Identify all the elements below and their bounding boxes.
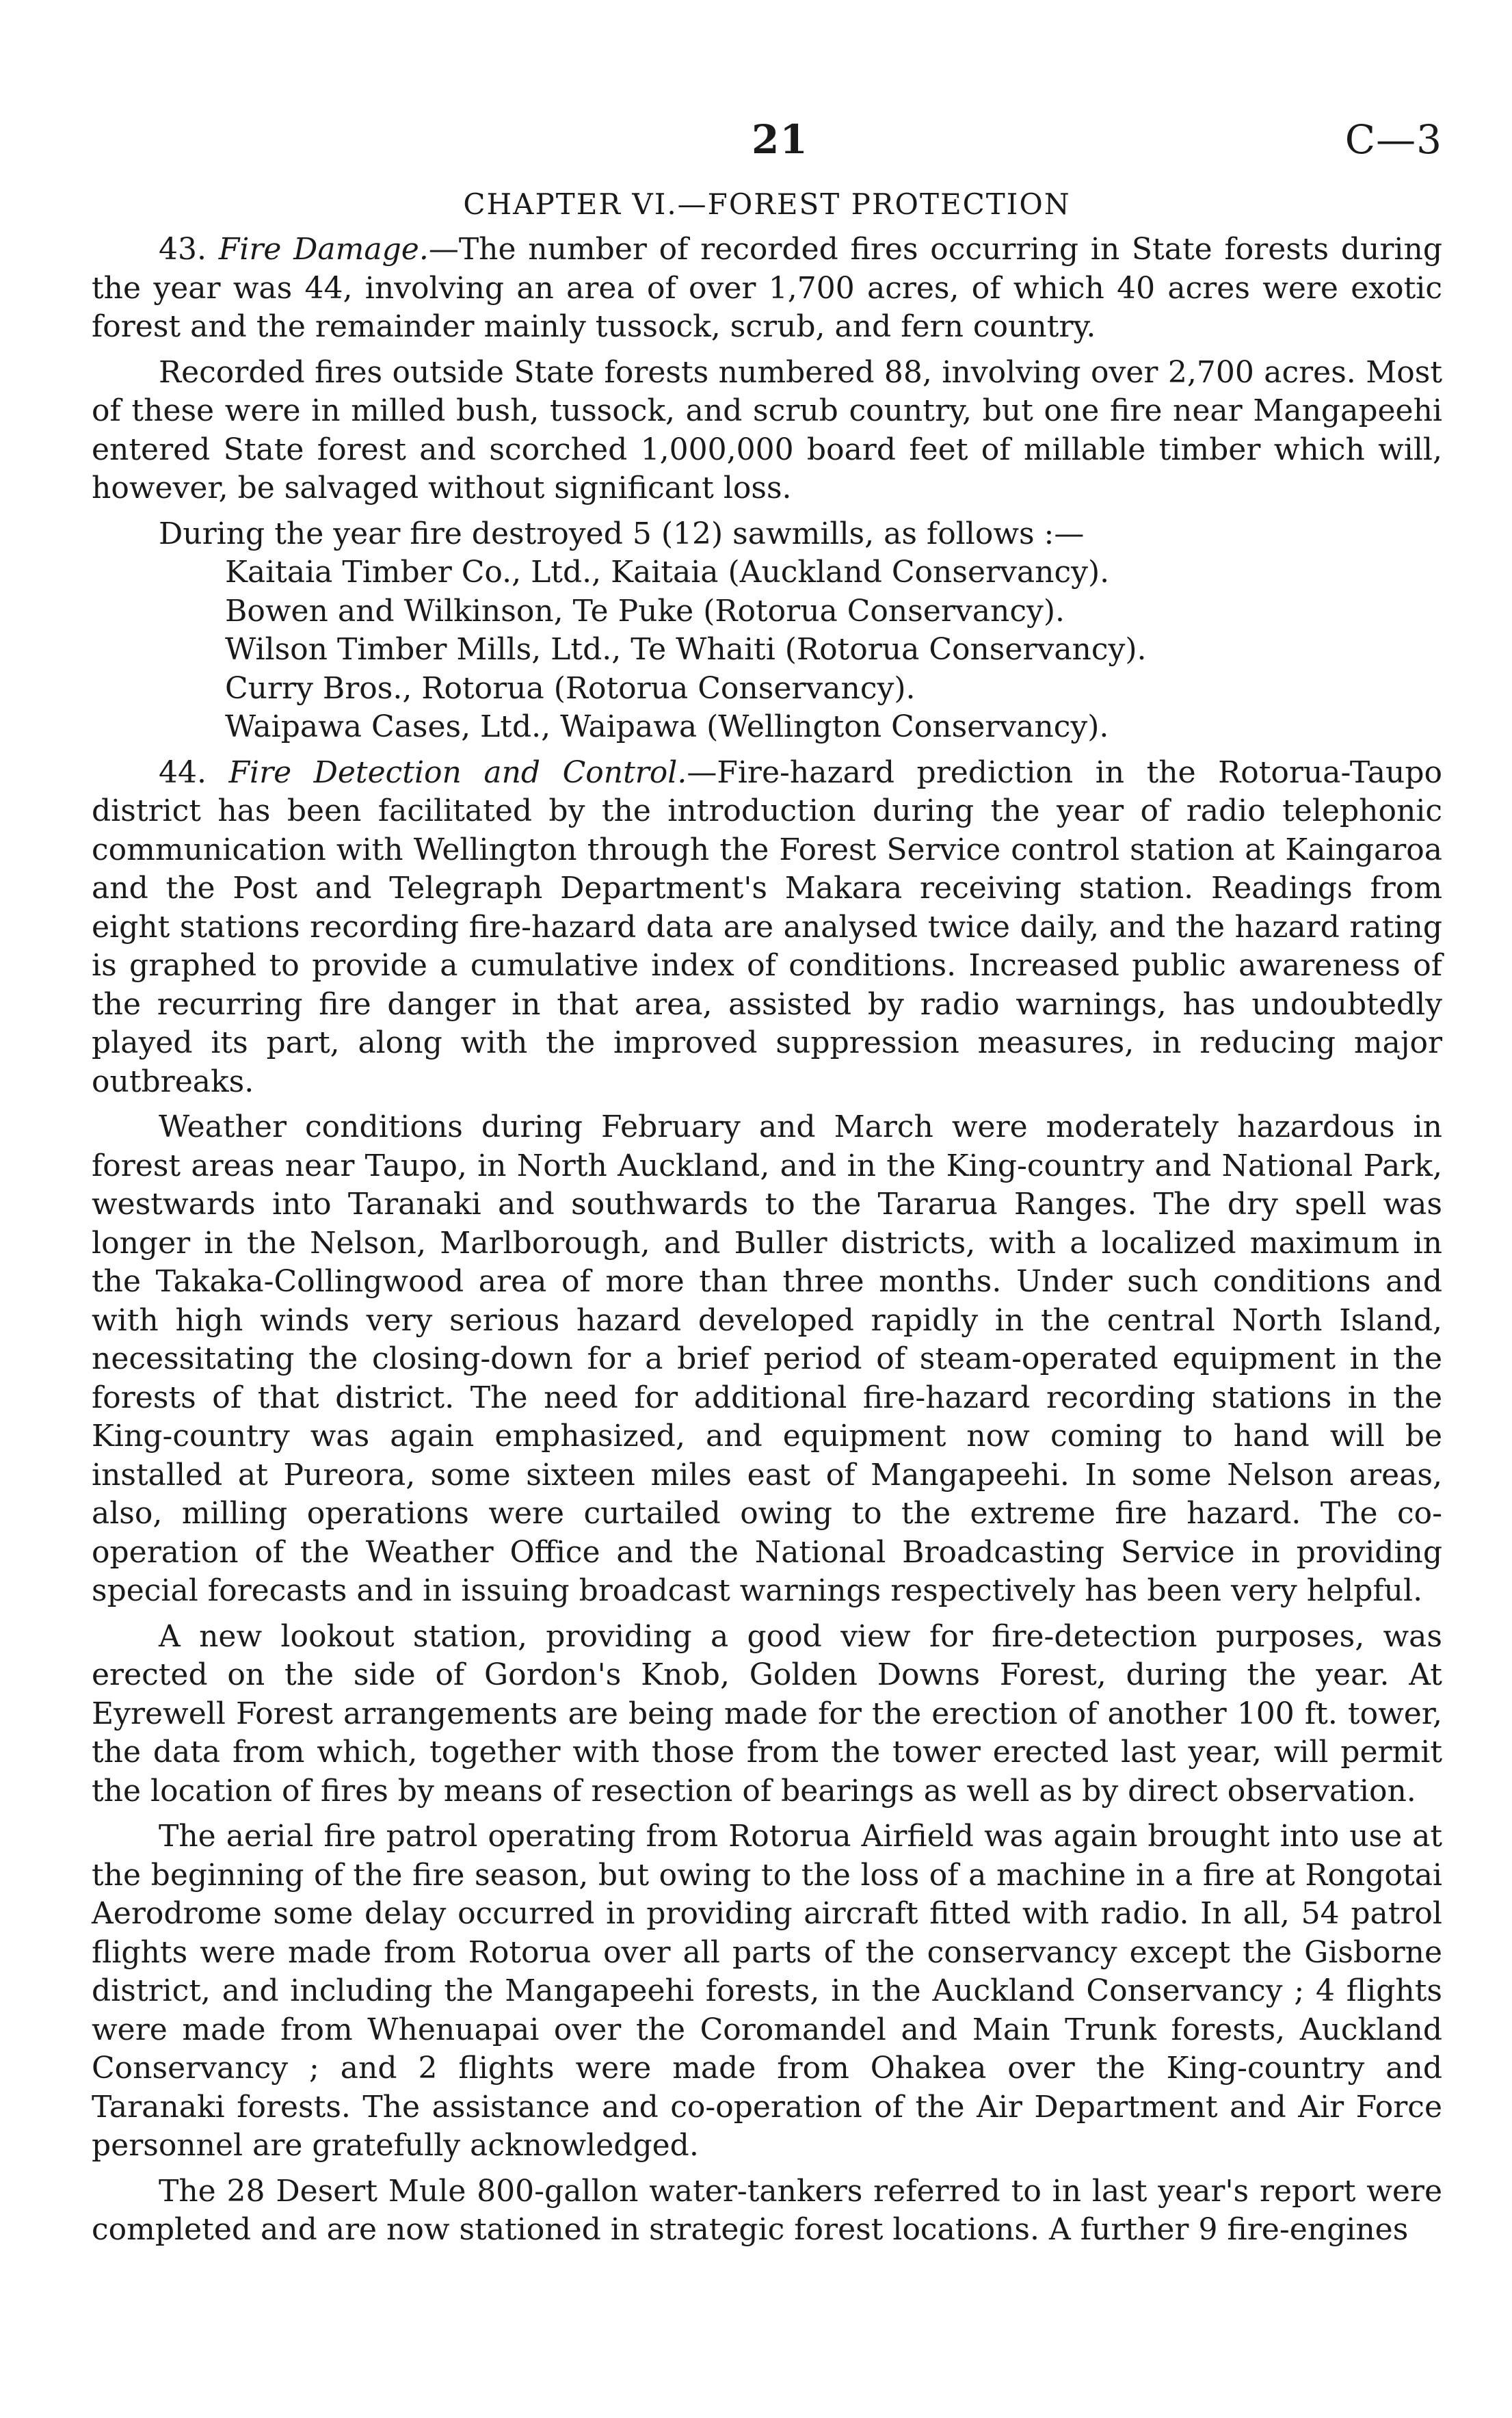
list-item: Kaitaia Timber Co., Ltd., Kaitaia (Auckland Conservancy). [225,555,1110,590]
paragraph-43-fire-damage [92,231,1442,347]
sawmills-intro: During the year fire destroyed 5 (12) sawmills, as follows :— [159,516,1085,551]
paragraph-number: 44. [159,754,207,790]
list-item: Wilson Timber Mills, Ltd., Te Whaiti (Rotorua Conservancy). [225,632,1147,667]
sawmills-list [92,553,1442,747]
paragraph-text: —Fire-hazard prediction in the Rotorua-Taupo district has been facilitated by the introduction during the year of radio telephonic communication with Wellington through the Forest Service control station at Kaingaroa and the Post and Telegraph Department's Makara receiving station. Readings from eight stations recording fire-hazard data are analysed twice daily, and the hazard rating is graphed to provide a cumulative index of conditions. Increased public awareness of the recurring fire danger in that area, assisted by radio warnings, has undoubtedly played its part, along with the improved suppression measures, in reducing major outbreaks. [92,754,1442,1099]
chapter-title: CHAPTER VI.—FOREST PROTECTION [463,187,1071,221]
paragraph-water-tankers: The 28 Desert Mule 800-gallon water-tankers referred to in last year's report were completed and are now stationed in strategic forest locations. A further 9 fire-engines [92,2173,1442,2247]
paragraph-aerial-patrol: The aerial fire patrol operating from Rotorua Airfield was again brought into use at the beginning of the fire season, but owing to the loss of a machine in a fire at Rongotai Aerodrome some delay occurred in providing aircraft fitted with radio. In all, 54 patrol flights were made from Rotorua over all parts of the conservancy except the Gisborne district, and including the Mangapeehi forests, in the Auckland Conservancy ; 4 flights were made from Whenuapai over the Coromandel and Main Trunk forests, Auckland Conservancy ; and 2 flights were made from Ohakea over the King-country and Taranaki forests. The assistance and co-operation of the Air Department and Air Force personnel are gratefully acknowledged. [92,1819,1442,2163]
list-item: Curry Bros., Rotorua (Rotorua Conservancy). [225,670,916,706]
paragraph-heading: Fire Detection and Control. [228,754,687,790]
paragraph-number: 43. [159,232,207,267]
document-page [92,109,1442,2257]
paragraph-fires-outside: Recorded fires outside State forests numbered 88, involving over 2,700 acres. Most of these were in milled bush, tussock, and scrub country, but one fire near Mangapeehi entered State forest and scorched 1,000,000 board feet of millable timber which will, however, be salvaged without significant loss. [92,354,1442,505]
paragraph-weather-conditions: Weather conditions during February and March were moderately hazardous in forest areas near Taupo, in North Auckland, and in the King-country and National Park, westwards into Taranaki and southwards to the Tararua Ranges. The dry spell was longer in the Nelson, Marlborough, and Buller districts, with a localized maximum in the Takaka-Collingwood area of more than three months. Under such conditions and with high winds very serious hazard developed rapidly in the central North Island, necessitating the closing-down for a brief period of steam-operated equipment in the forests of that district. The need for additional fire-hazard recording stations in the King-country was again emphasized, and equipment now coming to hand will be installed at Pureora, some sixteen miles east of Mangapeehi. In some Nelson areas, also, milling operations were curtailed owing to the extreme fire hazard. The co-operation of the Weather Office and the National Broadcasting Service in providing special forecasts and in issuing broadcast warnings respectively has been very helpful. [92,1109,1442,1608]
list-item: Waipawa Cases, Ltd., Waipawa (Wellington Conservancy). [225,709,1109,744]
paragraph-44-fire-detection [92,754,1442,1102]
series-code: C—3 [1344,116,1442,163]
list-item: Bowen and Wilkinson, Te Puke (Rotorua Conservancy). [225,593,1065,629]
page-header [92,109,1442,171]
paragraph-heading: Fire Damage. [218,232,429,267]
paragraph-lookout-station: A new lookout station, providing a good view for fire-detection purposes, was erected on the side of Gordon's Knob, Golden Downs Forest, during the year. At Eyrewell Forest arrangements are being made for the erection of another 100 ft. tower, the data from which, together with those from the tower erected last year, will permit the location of fires by means of resection of bearings as well as by direct observation. [92,1618,1442,1809]
paragraph-text: —The number of recorded fires occurring in State forests during the year was 44, involving an area of over 1,700 acres, of which 40 acres were exotic forest and the remainder mainly tussock, scrub, and fern country. [92,232,1442,344]
page-number: 21 [752,116,808,163]
